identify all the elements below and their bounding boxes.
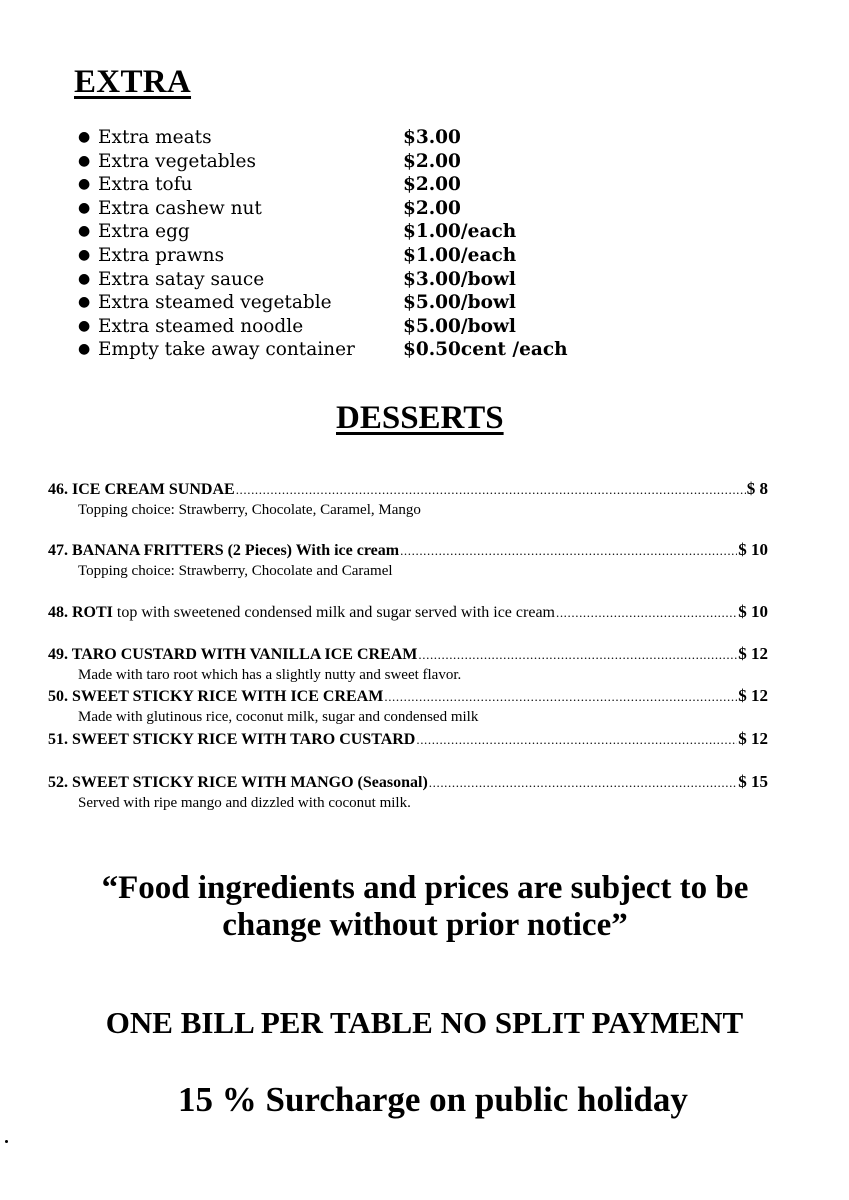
dessert-description: Topping choice: Strawberry, Chocolate and Caramel [78,563,393,579]
extra-item [78,173,638,197]
extra-item [78,150,638,174]
dessert-item [48,685,768,727]
extra-item-name: Extra vegetables [98,150,256,172]
bullet-icon: ● [78,199,91,216]
extra-item-price: $1.00/each [403,244,517,266]
dessert-description: Topping choice: Strawberry, Chocolate, Caramel, Mango [78,502,421,518]
extra-item-price: $5.00/bowl [403,315,516,337]
leader-dots [429,772,737,794]
dessert-line [48,728,768,750]
scan-speck [5,1140,8,1143]
extra-item-name: Extra meats [98,127,212,148]
leader-dots [400,540,737,562]
dessert-name: 52. SWEET STICKY RICE WITH MANGO (Seasonal) [48,774,428,791]
extra-item-price: $2.00 [403,197,461,219]
dessert-name-rest: top with sweetened condensed milk and sugar served with ice cream [112,604,555,621]
extra-item-price: $3.00 [403,127,461,148]
dessert-item [48,643,768,685]
dessert-price: $ 12 [738,644,768,663]
bullet-icon: ● [78,294,91,311]
dessert-price: $ 10 [738,540,768,559]
extra-item-name: Extra steamed noodle [98,315,304,337]
bullet-icon: ● [78,246,91,263]
extra-item-price: $2.00 [403,174,461,196]
extra-item [78,338,638,362]
extra-item-price: $0.50cent /each [403,339,568,361]
dessert-line [48,643,768,665]
notice-line-1: “Food ingredients and prices are subject to be [101,870,749,906]
bullet-icon: ● [78,270,91,287]
dessert-item [48,601,768,623]
extra-item-name: Extra egg [98,221,190,243]
leader-dots [416,729,737,751]
extra-item [78,268,638,292]
bullet-icon: ● [78,176,91,193]
bullet-icon: ● [78,129,91,145]
notice-line-2: change without prior notice” [222,907,628,943]
leader-dots [418,644,737,666]
dessert-description: Made with glutinous rice, coconut milk, sugar and condensed milk [78,709,479,725]
extra-item-price: $3.00/bowl [403,268,516,290]
leader-dots [556,602,737,624]
leader-dots [236,479,746,501]
one-bill-notice: ONE BILL PER TABLE NO SPLIT PAYMENT [105,1005,744,1040]
dessert-name: 49. TARO CUSTARD WITH VANILLA ICE CREAM [48,646,418,663]
extra-item-name: Extra steamed vegetable [98,292,332,314]
dessert-name: 48. ROTI [48,604,113,621]
dessert-item [48,478,768,520]
dessert-name: 51. SWEET STICKY RICE WITH TARO CUSTARD [48,731,416,748]
holiday-surcharge-notice: 15 % Surcharge on public holiday [178,1080,688,1119]
price-change-notice [40,870,810,944]
dessert-line [48,478,768,500]
bullet-icon: ● [78,341,91,358]
extra-list [78,126,638,362]
dessert-price: $ 10 [738,602,768,621]
dessert-name: 47. BANANA FRITTERS (2 Pieces) With ice cream [48,542,400,559]
extra-item-name: Extra tofu [98,174,193,196]
dessert-line [48,539,768,561]
dessert-name: 50. SWEET STICKY RICE WITH ICE CREAM [48,688,384,705]
bullet-icon: ● [78,152,91,169]
extra-item [78,315,638,339]
dessert-line [48,685,768,707]
bullet-icon: ● [78,317,91,334]
extra-item [78,220,638,244]
dessert-price: $ 8 [746,479,768,498]
dessert-price: $ 12 [738,729,768,748]
extra-item-name: Empty take away container [98,339,355,361]
extra-item-price: $2.00 [403,150,461,172]
dessert-description: Made with taro root which has a slightly nutty and sweet flavor. [78,667,462,683]
desserts-section-title: DESSERTS [336,400,504,436]
extra-item [78,197,638,221]
dessert-item [48,728,768,750]
dessert-line [48,601,768,623]
dessert-item [48,539,768,581]
extra-item [78,126,638,150]
dessert-name: 46. ICE CREAM SUNDAE [48,481,235,498]
extra-section-title: EXTRA [74,64,192,100]
dessert-line [48,771,768,793]
extra-item-price: $1.00/each [403,221,517,243]
dessert-price: $ 12 [738,686,768,705]
extra-item-price: $5.00/bowl [403,292,516,314]
dessert-price: $ 15 [738,772,768,791]
leader-dots [384,686,737,708]
extra-item-name: Extra satay sauce [98,268,265,290]
dessert-description: Served with ripe mango and dizzled with coconut milk. [78,795,411,811]
extra-item [78,291,638,315]
extra-item [78,244,638,268]
dessert-item [48,771,768,813]
extra-item-name: Extra cashew nut [98,197,262,219]
bullet-icon: ● [78,223,91,240]
extra-item-name: Extra prawns [98,244,225,266]
